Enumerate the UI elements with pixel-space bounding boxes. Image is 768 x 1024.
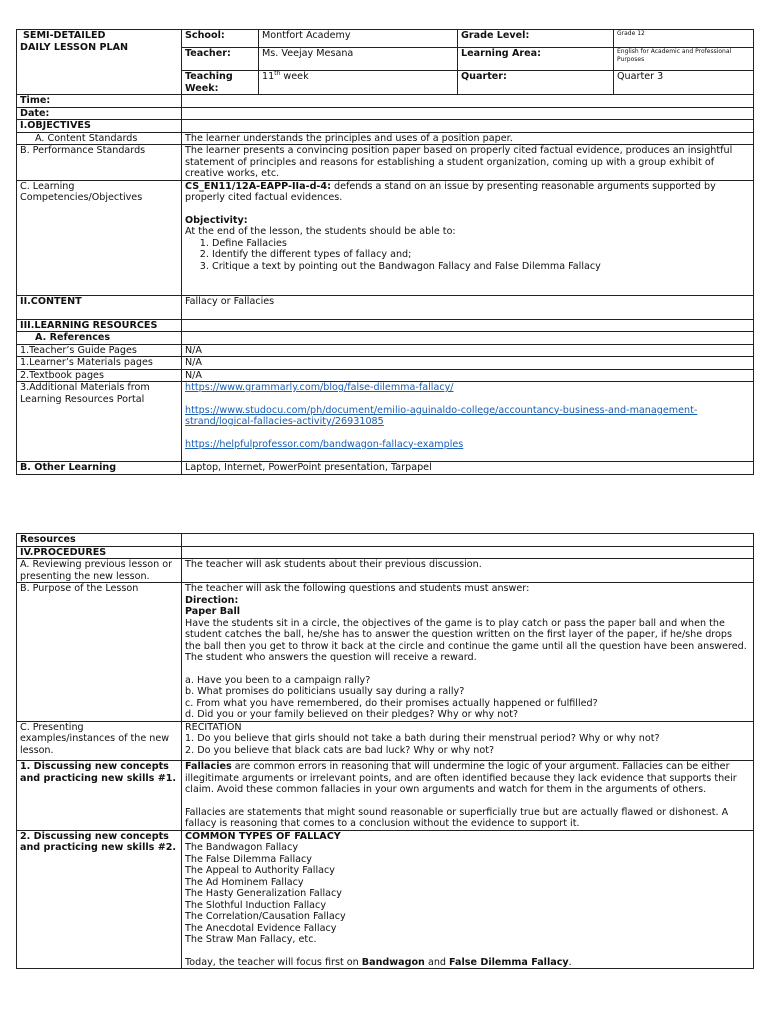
objectivity-item: 2. Identify the different types of fallacy and;: [212, 249, 750, 261]
area-value: English for Academic and Professional Purposes: [614, 48, 754, 71]
focus-statement: [185, 957, 750, 969]
resources-cont-value: [182, 534, 754, 547]
review-label: A. Reviewing previous lesson or presenting the new lesson.: [17, 559, 182, 583]
competency-text: defends a stand on an issue by presenting reasonable arguments supported by properly cited factual evidences.: [185, 180, 716, 203]
objectivity-item: 1. Define Fallacies: [212, 238, 750, 250]
teacher-value: Ms. Veejay Mesana: [259, 48, 458, 71]
game-title: Paper Ball: [185, 606, 241, 617]
lm-value: N/A: [182, 357, 754, 370]
lm-label: 1.Learner’s Materials pages: [17, 357, 182, 370]
additional-label: 3.Additional Materials from Learning Resources Portal: [17, 382, 182, 462]
performance-label: B. Performance Standards: [17, 145, 182, 181]
objectivity-item: 3. Critique a text by pointing out the Bandwagon Fallacy and False Dilemma Fallacy: [212, 261, 750, 273]
additional-links: [182, 382, 754, 462]
discuss2-label: 2. Discussing new concepts and practicing new skills #2.: [17, 830, 182, 969]
presenting-cell: [182, 721, 754, 761]
week-value: [259, 71, 458, 95]
teacher-label: Teacher:: [182, 48, 259, 71]
other-learning-label: B. Other Learning: [17, 462, 182, 475]
quarter-label: Quarter:: [458, 71, 614, 95]
purpose-cell: [182, 583, 754, 722]
link-grammarly[interactable]: https://www.grammarly.com/blog/false-dilemma-fallacy/: [185, 382, 454, 393]
quarter-value: Quarter 3: [614, 71, 754, 95]
content-standards: The learner understands the principles and uses of a position paper.: [182, 132, 754, 145]
objectives-heading: I.OBJECTIVES: [17, 120, 182, 133]
plan-title: [17, 30, 182, 95]
fallacy-type: The Ad Hominem Fallacy: [185, 876, 304, 888]
tg-value: N/A: [182, 344, 754, 357]
presenting-label: C. Presenting examples/instances of the new lesson.: [17, 721, 182, 761]
time-label: Time:: [17, 95, 182, 108]
discuss1-label: 1. Discussing new concepts and practicing new skills #1.: [17, 761, 182, 831]
focus-end: .: [568, 956, 572, 968]
resources-value: [182, 319, 754, 332]
tb-value: N/A: [182, 369, 754, 382]
fallacy-type: The Straw Man Fallacy, etc.: [185, 934, 317, 945]
question-item: d. Did you or your family believed on their pledges? Why or why not?: [185, 709, 519, 720]
question-item: c. From what you have remembered, do their promises actually happened or fulfilled?: [185, 697, 598, 709]
procedures-table: [16, 533, 754, 969]
tb-label: 2.Textbook pages: [17, 369, 182, 382]
grade-value: Grade 12: [614, 30, 754, 48]
grade-label: Grade Level:: [458, 30, 614, 48]
competencies: [182, 180, 754, 296]
week-rest: week: [280, 71, 309, 82]
discuss1-p1-text: are common errors in reasoning that will undermine the logic of your argument. Fallacies can be either illegitimate arguments or irrelevant points, and are often identified because they lack evidence that supports their claim. Avoid these common fallacies in your own arguments and watch for them in the arguments of others.: [185, 761, 737, 795]
content-value: [182, 296, 754, 320]
fallacies-term: Fallacies: [185, 761, 232, 772]
discuss1-paragraph2: Fallacies are statements that might sound reasonable or superficially true but are actually flawed or dishonest. A fallacy is reasoning that comes to a conclusion without the evidence to support it.: [185, 806, 729, 829]
discuss1-paragraph1: [185, 761, 750, 796]
objectivity-heading: Objectivity:: [185, 214, 248, 226]
lesson-plan-table: [16, 29, 754, 475]
fallacy-type: The Slothful Induction Fallacy: [185, 899, 326, 911]
competencies-label: C. Learning Competencies/Objectives: [17, 180, 182, 296]
resources-cont-label: Resources: [17, 534, 182, 547]
competency: [185, 181, 750, 204]
tg-label: 1.Teacher’s Guide Pages: [17, 344, 182, 357]
procedures-value: [182, 546, 754, 559]
direction-heading: Direction:: [185, 594, 239, 606]
date-label: Date:: [17, 107, 182, 120]
performance-standards: The learner presents a convincing position paper based on properly cited factual evidence, produces an insightful statement of principles and reasons for establishing a student organization, coming up with a group exhibit of creative works, etc.: [182, 145, 754, 181]
objectivity-list: [185, 238, 750, 273]
question-item: b. What promises do politicians usually say during a rally?: [185, 686, 465, 697]
discuss1-cell: [182, 761, 754, 831]
recitation-item: 2. Do you believe that black cats are bad luck? Why or why not?: [185, 744, 495, 756]
week-num: 11: [262, 71, 275, 82]
content-topic: Fallacy or Fallacies: [185, 296, 275, 307]
fallacy-type: The Bandwagon Fallacy: [185, 842, 299, 853]
objectivity-intro: At the end of the lesson, the students should be able to:: [185, 226, 456, 237]
content-standards-label: A. Content Standards: [17, 132, 182, 145]
plan-title-line1: SEMI-DETAILED: [23, 30, 106, 41]
school-label: School:: [182, 30, 259, 48]
objectives-value: [182, 120, 754, 133]
area-label: Learning Area:: [458, 48, 614, 71]
week-sup: th: [274, 69, 281, 77]
link-studocu[interactable]: https://www.studocu.com/ph/document/emilio-aguinaldo-college/accountancy-business-and-management-strand/logical-fallacies-activity/26931085: [185, 404, 698, 427]
fallacy-type: The False Dilemma Fallacy: [185, 853, 312, 865]
recitation-heading: RECITATION: [185, 721, 242, 733]
fallacy-type: The Correlation/Causation Fallacy: [185, 911, 346, 922]
purpose-intro: The teacher will ask the following questions and students must answer:: [185, 583, 530, 594]
recitation-item: 1. Do you believe that girls should not take a bath during their menstrual period? Why or why not?: [185, 733, 660, 744]
plan-title-line2: DAILY LESSON PLAN: [20, 41, 129, 53]
fallacy-type: The Hasty Generalization Fallacy: [185, 888, 342, 899]
focus-mid: and: [424, 956, 450, 968]
fallacy-type: The Appeal to Authority Fallacy: [185, 865, 335, 876]
types-heading: COMMON TYPES OF FALLACY: [185, 830, 341, 842]
procedures-heading: IV.PROCEDURES: [17, 546, 182, 559]
date-value: [182, 107, 754, 120]
question-item: a. Have you been to a campaign rally?: [185, 674, 371, 686]
references-value: [182, 332, 754, 345]
focus-pre: Today, the teacher will focus first on: [185, 956, 362, 968]
references-heading: A. References: [17, 332, 182, 345]
school-value: Montfort Academy: [259, 30, 458, 48]
resources-heading: III.LEARNING RESOURCES: [17, 319, 182, 332]
purpose-label: B. Purpose of the Lesson: [17, 583, 182, 722]
focus-bandwagon: Bandwagon: [361, 956, 425, 968]
fallacy-type: The Anecdotal Evidence Fallacy: [185, 922, 337, 934]
time-value: [182, 95, 754, 108]
link-helpfulprofessor[interactable]: https://helpfulprofessor.com/bandwagon-fallacy-examples: [185, 438, 464, 450]
competency-code: CS_EN11/12A-EAPP-IIa-d-4:: [185, 180, 331, 192]
game-instructions: Have the students sit in a circle, the objectives of the game is to play catch or pass the paper ball and when the student catches the ball, he/she has to answer the question written on the first layer of the paper, if he/she drops the ball then you get to throw it back at the circle and continue the game until all the question have been answered. The student who answers the question will receive a reward.: [185, 617, 747, 663]
other-learning-value: Laptop, Internet, PowerPoint presentation, Tarpapel: [182, 462, 754, 475]
content-heading: II.CONTENT: [17, 296, 182, 320]
week-label: Teaching Week:: [182, 71, 259, 95]
review-text: The teacher will ask students about their previous discussion.: [182, 559, 754, 583]
discuss2-cell: [182, 830, 754, 969]
focus-false-dilemma: False Dilemma Fallacy: [449, 956, 569, 968]
